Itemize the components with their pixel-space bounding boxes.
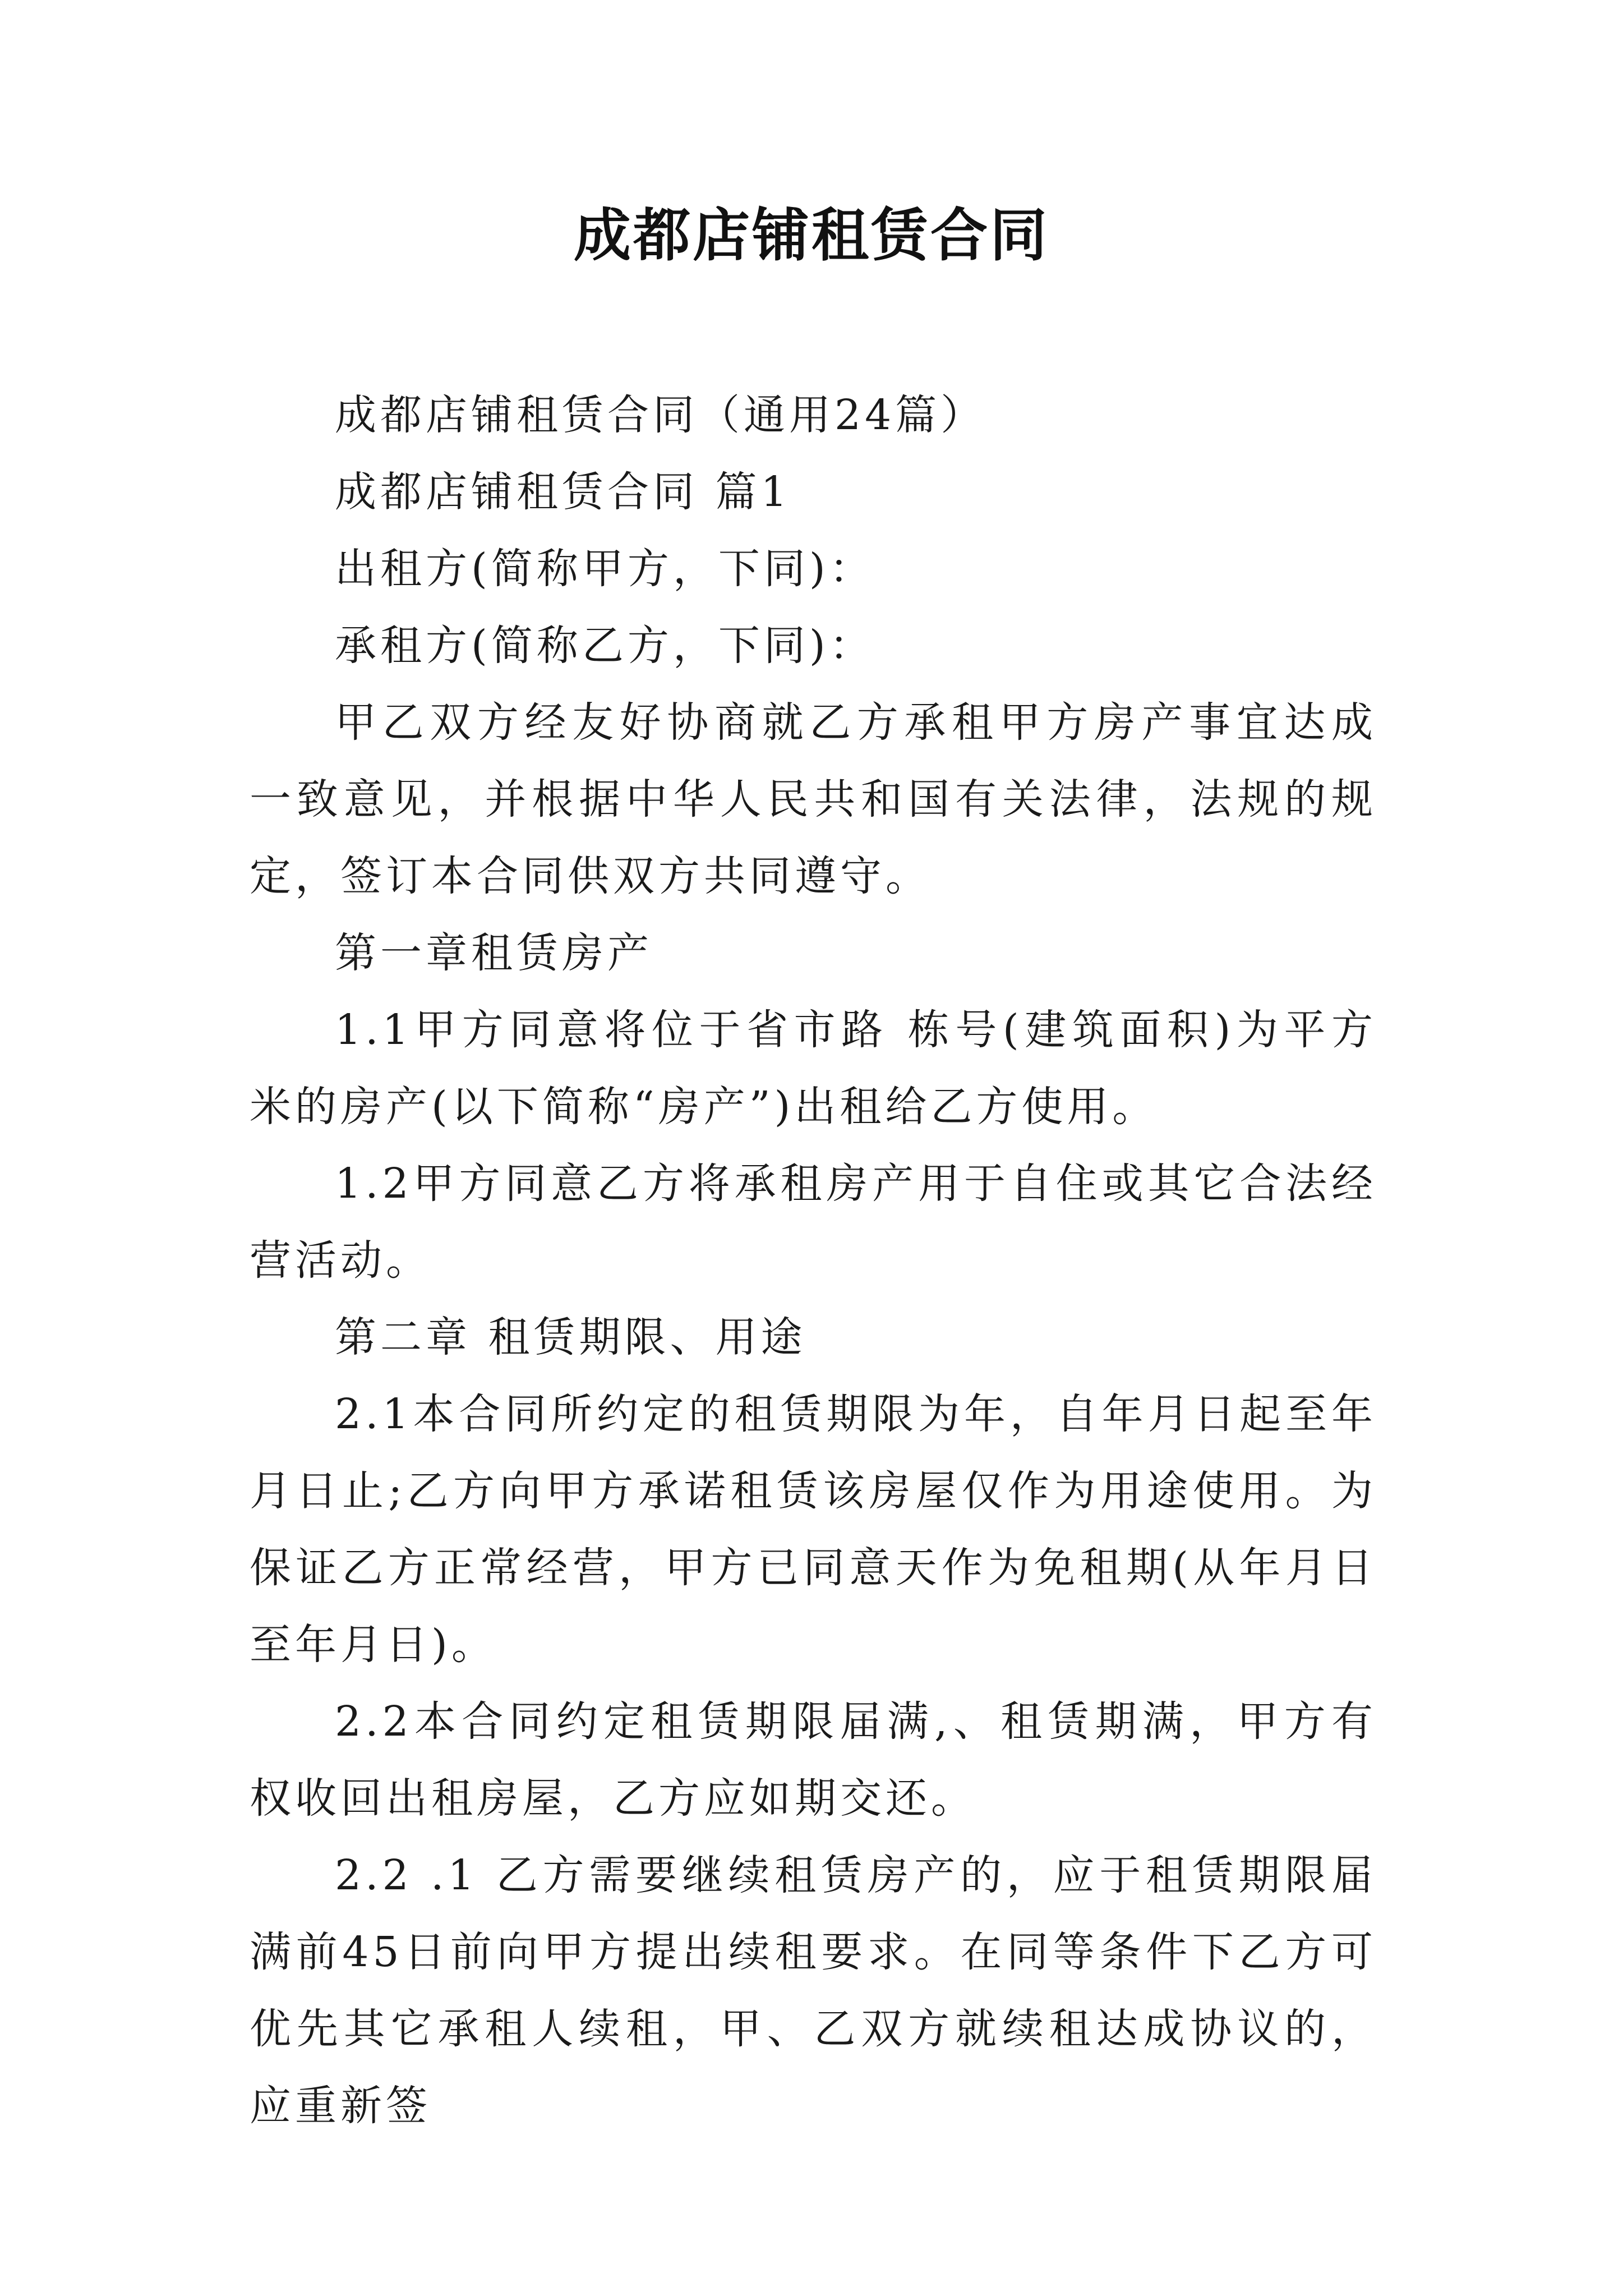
- document-body: [250, 377, 1377, 2145]
- paragraph-lessee: 承租方(简称乙方，下同)：: [335, 622, 875, 670]
- paragraph-chapter-2: 第二章 租赁期限、用途: [335, 1313, 806, 1361]
- paragraph-clause-2-2-1: 2.2 .1 乙方需要继续租赁房产的，应于租赁期限届满前45日前向甲方提出续租要求。在同等条件下乙方可优先其它承租人续租，甲、乙双方就续租达成协议的，应重新签: [250, 1851, 1377, 2130]
- document-title: 成都店铺租赁合同: [574, 202, 1049, 269]
- paragraph-clause-2-2: 2.2本合同约定租赁期限届满,、租赁期满，甲方有权收回出租房屋，乙方应如期交还。: [250, 1697, 1377, 1823]
- paragraph-clause-1-2: 1.2甲方同意乙方将承租房产用于自住或其它合法经营活动。: [250, 1159, 1377, 1285]
- paragraph-lessor: 出租方(简称甲方，下同)：: [335, 545, 875, 593]
- paragraph-preamble: 甲乙双方经友好协商就乙方承租甲方房产事宜达成一致意见，并根据中华人民共和国有关法律，法规的规定，签订本合同供双方共同遵守。: [250, 698, 1377, 900]
- paragraph-clause-2-1: 2.1本合同所约定的租赁期限为年，自年月日起至年 月日止;乙方向甲方承诺租赁该房屋仅作为用途使用。为保证乙方正常经营，甲方已同意天作为免租期(从年月日至年月日)。: [250, 1390, 1377, 1669]
- paragraph-section-heading: 成都店铺租赁合同 篇1: [335, 468, 791, 516]
- paragraph-subtitle: 成都店铺租赁合同（通用24篇）: [335, 391, 986, 439]
- paragraph-chapter-1: 第一章租赁房产: [335, 929, 653, 977]
- paragraph-clause-1-1: 1.1甲方同意将位于省市路 栋号(建筑面积)为平方米的房产(以下简称“房产”)出租给乙方使用。: [250, 1006, 1377, 1131]
